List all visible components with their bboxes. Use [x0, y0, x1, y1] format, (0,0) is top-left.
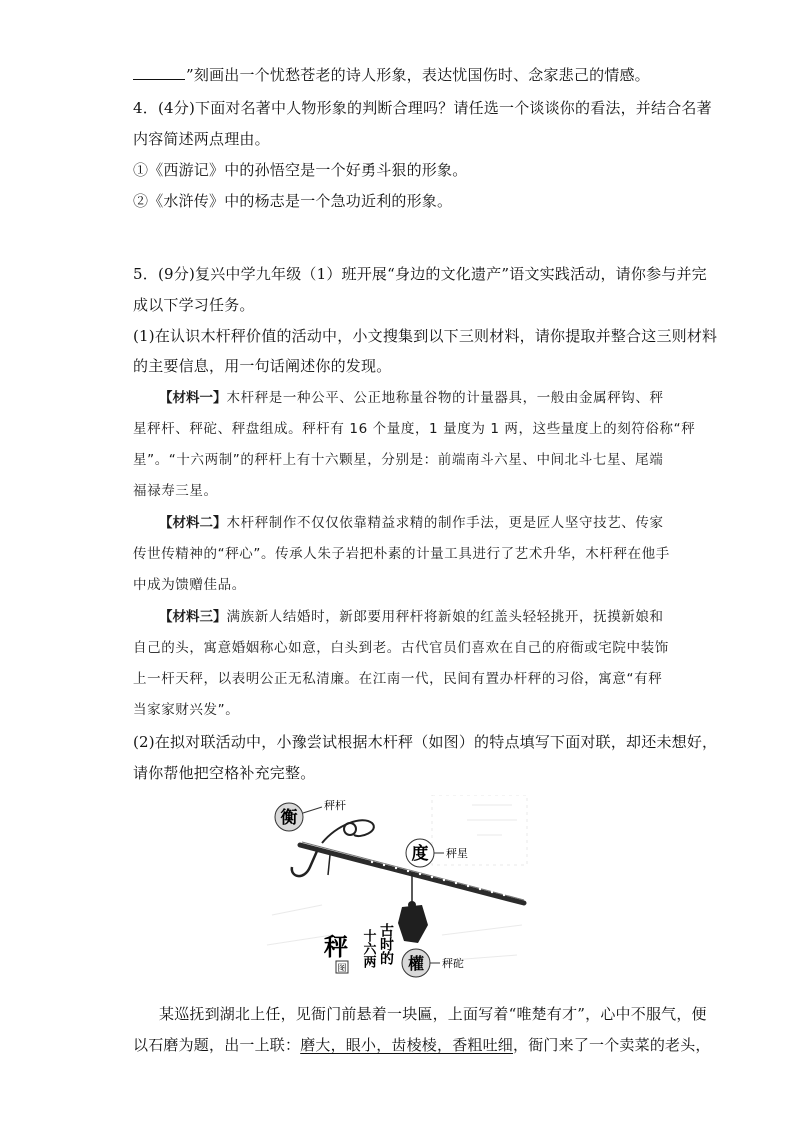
- material-2-line-3: 中成为馈赠佳品。: [133, 577, 246, 593]
- question-4-stem-cont: 内容简述两点理由。: [133, 130, 270, 148]
- material-3-line-4: 当家家财兴发”。: [133, 702, 240, 718]
- question-5-1-stem: (1)在认识木杆秤价值的活动中，小文搜集到以下三则材料，请你提取并整合这三则材料: [133, 327, 718, 345]
- material-1-line-2: 星秤杆、秤砣、秤盘组成。秤杆有 16 个量度，1 量度为 1 两，这些量度上的刻符俗称“秤: [133, 421, 696, 437]
- material-1-line-1: [133, 388, 664, 408]
- question-5-stem-cont: 成以下学习任务。: [133, 296, 255, 314]
- couplet-story-line-1: 某巡抚到湖北上任，见衙门前悬着一块匾，上面写着“唯楚有才”，心中不服气，便: [159, 1005, 707, 1023]
- couplet-story-line-2: [133, 1034, 711, 1056]
- steelyard-hook: [292, 851, 317, 876]
- story-text: ，衙门来了一个卖菜的老头，: [513, 1036, 711, 1054]
- material-3-tag: 【材料三】: [159, 609, 227, 625]
- material-text: 木杆秤是一种公平、公正地称量谷物的计量器具，一般由金属秤钩、秤: [226, 390, 664, 406]
- question-5-2-stem: (2)在拟对联活动中，小豫尝试根据木杆秤（如图）的特点填写下面对联，却还未想好，: [133, 733, 718, 751]
- material-1-tag: 【材料一】: [159, 390, 227, 406]
- material-3-line-3: 上一杆天秤，以表明公正无私清廉。在江南一代，民间有置办杆秤的习俗，寓意“有秤: [133, 671, 663, 687]
- label-scale-beam: 秤杆: [324, 799, 346, 812]
- material-1-line-3: 星”。“十六两制”的秤杆上有十六颗星，分别是：前端南斗六星、中间北斗七星、尾端: [133, 452, 664, 468]
- calligraphy-col-1: 古时的: [378, 923, 394, 965]
- label-scale-stars: 秤星: [446, 847, 468, 860]
- material-1-line-4: 福禄寿三星。: [133, 483, 218, 499]
- material-3-line-1: [133, 607, 664, 627]
- answer-blank[interactable]: [133, 65, 185, 80]
- upper-couplet-underlined: 磨大，眼小，齿棱棱，香粗吐细: [300, 1036, 514, 1054]
- story-text: 以石磨为题，出一上联：: [133, 1036, 301, 1054]
- background-texture: [267, 795, 527, 960]
- du-char: 度: [411, 844, 429, 864]
- material-text: 木杆秤制作不仅仅依靠精益求精的制作手法，更是匠人坚守技艺、传家: [226, 515, 664, 531]
- line-poem-continuation: [133, 64, 650, 86]
- material-text: 满族新人结婚时，新郎要用秤杆将新娘的红盖头轻轻挑开，抚摸新娘和: [226, 609, 664, 625]
- question-5-2-stem-cont: 请你帮他把空格补充完整。: [133, 764, 316, 782]
- seal-char: 图: [337, 964, 347, 974]
- label-counterweight: 秤砣: [442, 957, 464, 970]
- steelyard-figure: [262, 795, 532, 985]
- material-2-line-1: [133, 513, 664, 533]
- question-5-stem: 5．(9分)复兴中学九年级（1）班开展“身边的文化遗产”语文实践活动，请你参与并完: [133, 265, 707, 283]
- question-4-stem: 4．(4分)下面对名著中人物形象的判断合理吗？请任选一个谈谈你的看法，并结合名著: [133, 99, 712, 117]
- calligraphy-col-2: 十六两: [360, 929, 376, 968]
- quan-char: 權: [407, 954, 425, 973]
- weight-knob: [408, 901, 416, 909]
- material-2-line-2: 传世传精神的“秤心”。传承人朱子岩把朴素的计量工具进行了艺术升华，木杆秤在他手: [133, 546, 670, 562]
- calligraphy-big-char: 秤: [324, 933, 348, 961]
- material-3-line-2: 自己的头，寓意婚姻称心如意，白头到老。古代官员们喜欢在自己的府衙或宅院中装饰: [133, 640, 669, 656]
- hanging-ring: [344, 823, 356, 835]
- heng-pointer: [303, 807, 322, 813]
- material-2-tag: 【材料二】: [159, 515, 227, 531]
- question-4-option-1: ①《西游记》中的孙悟空是一个好勇斗狠的形象。: [133, 161, 468, 179]
- question-4-option-2: ②《水浒传》中的杨志是一个急功近利的形象。: [133, 192, 453, 210]
- hook-chain: [328, 855, 330, 875]
- steelyard-illustration: [262, 795, 532, 985]
- line-text: ”刻画出一个忧愁苍老的诗人形象，表达忧国伤时、念家悲己的情感。: [186, 66, 650, 84]
- heng-char: 衡: [280, 808, 298, 828]
- question-5-1-stem-cont: 的主要信息，用一句话阐述你的发现。: [133, 357, 392, 375]
- steelyard-weight: [398, 905, 428, 943]
